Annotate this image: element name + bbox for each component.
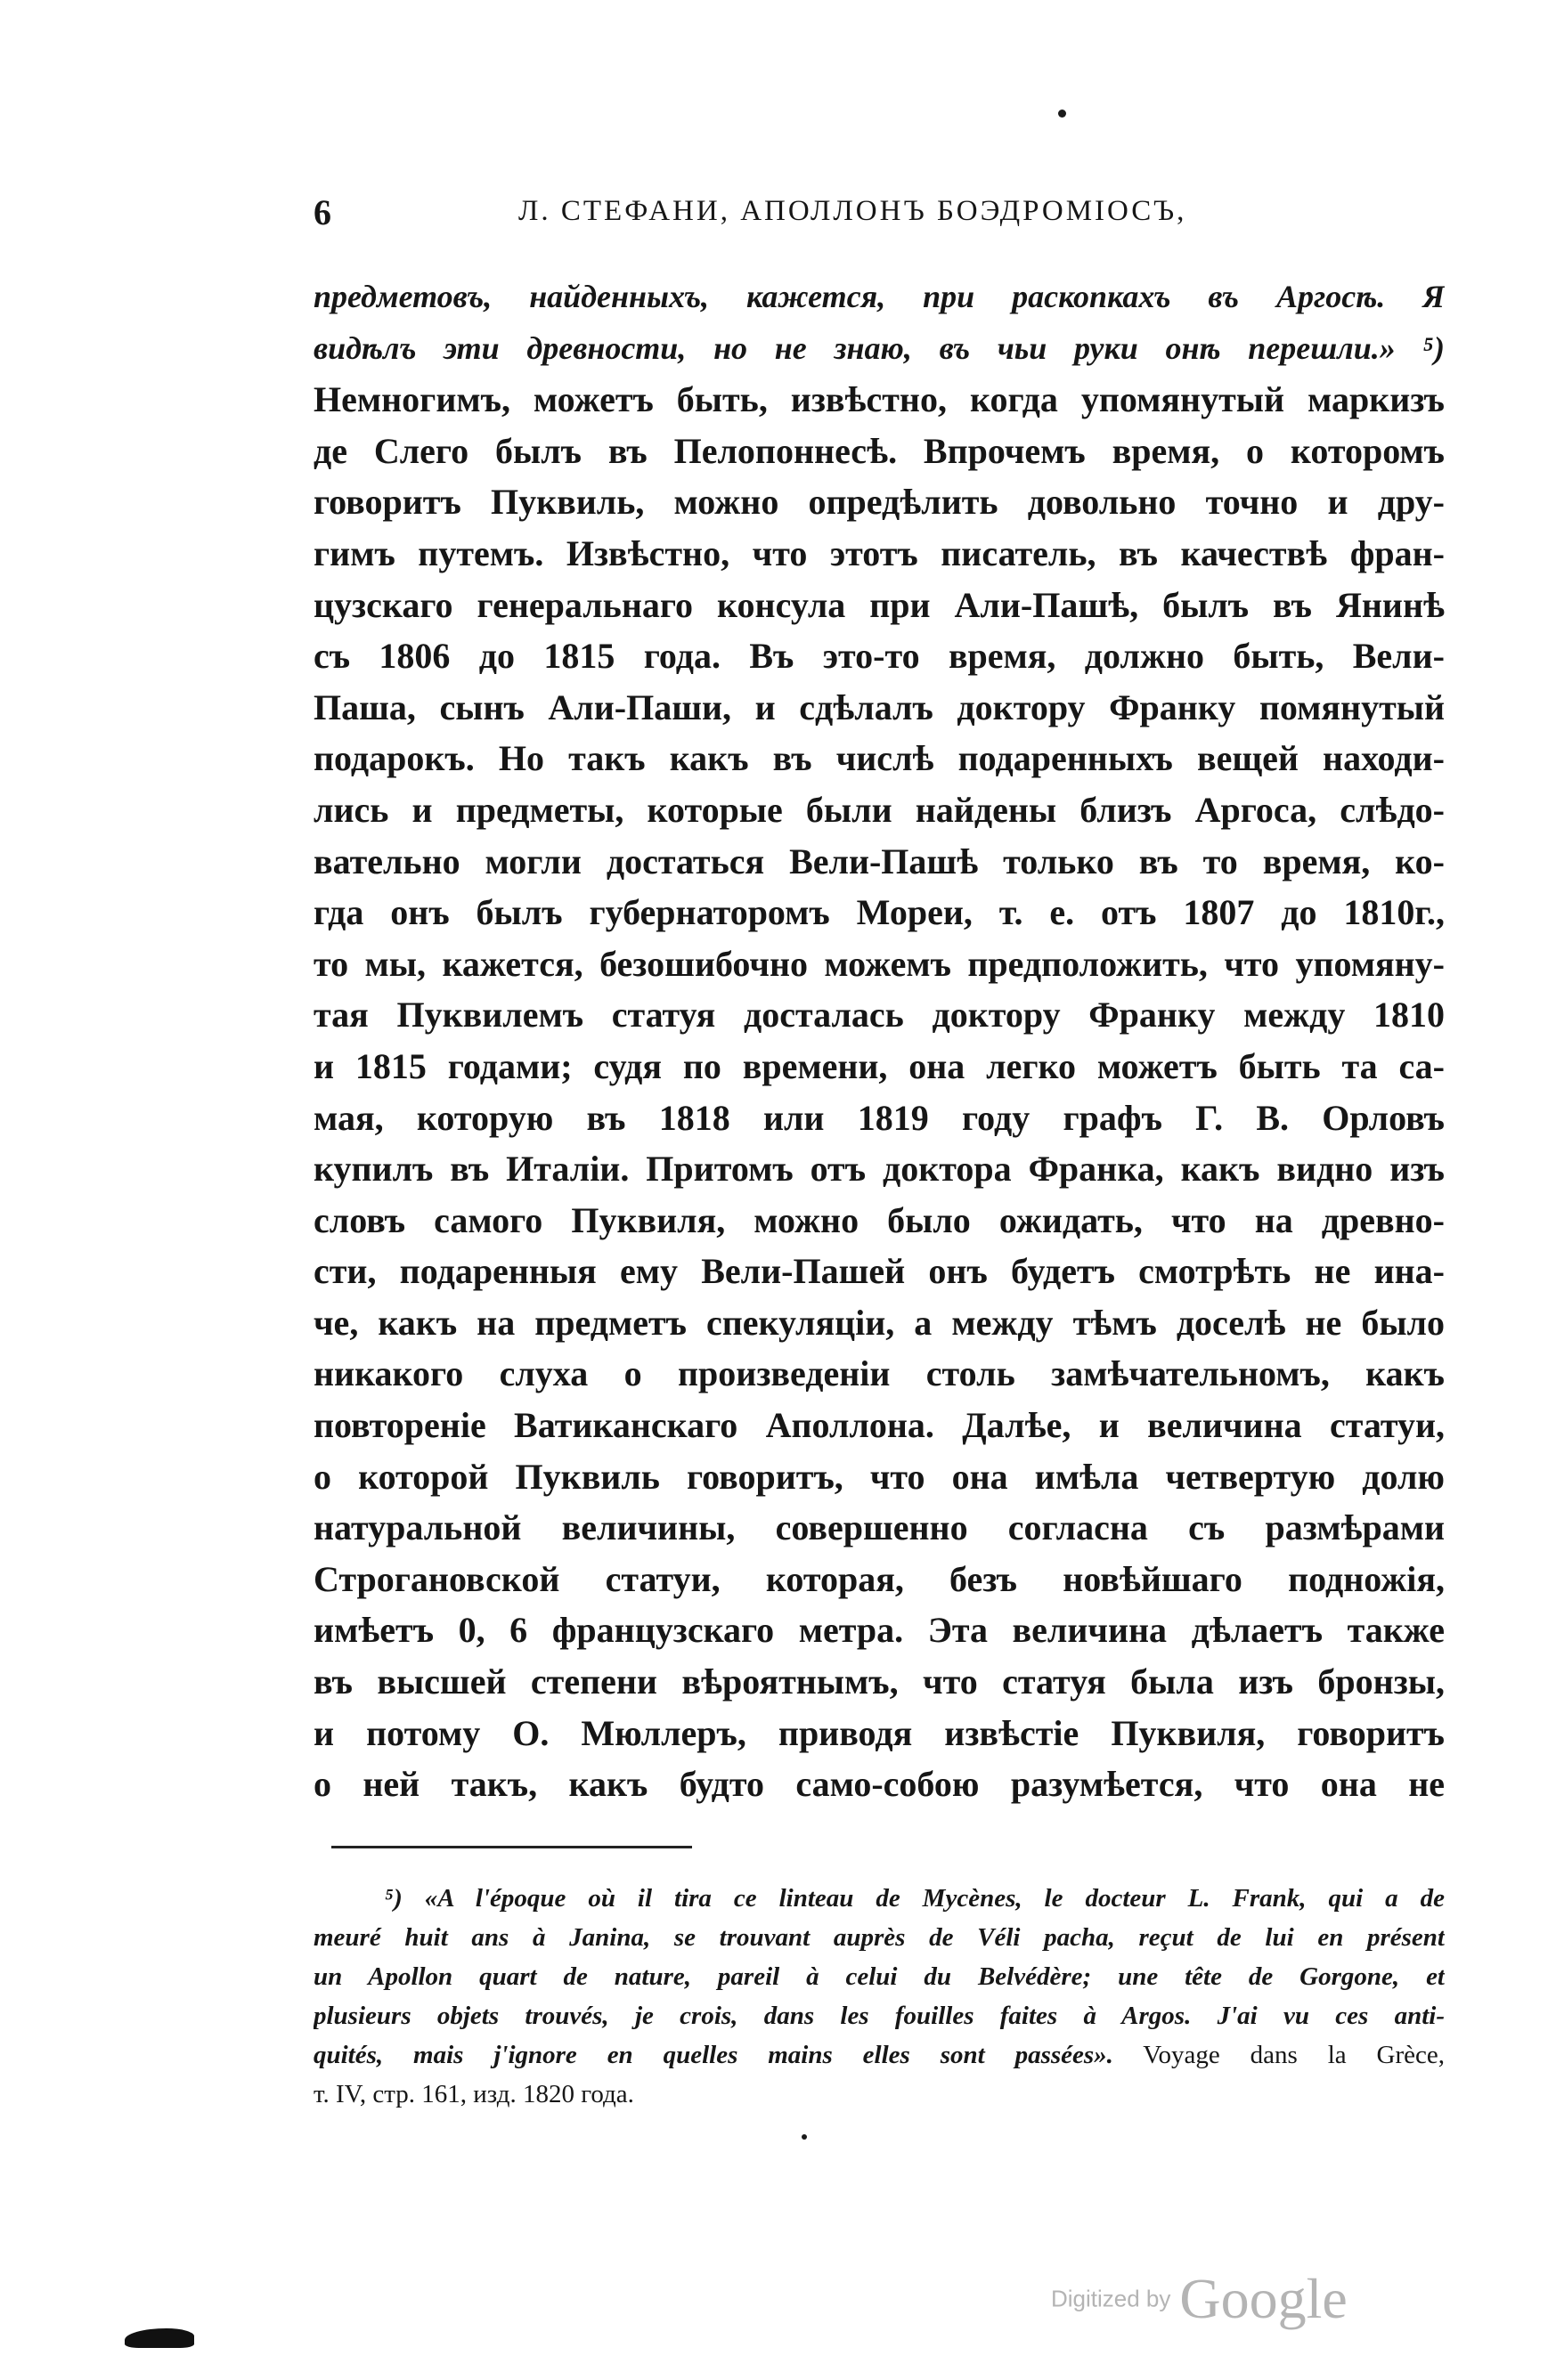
text-line: видѣлъ эти древности, но не знаю, въ чьи руки онѣ перешли.» ⁵)	[314, 329, 1445, 366]
text-line: въ высшей степени вѣроятнымъ, что статуя была изъ бронзы,	[314, 1661, 1445, 1702]
text-line: то мы, кажется, безошибочно можемъ предположить, что упомяну-	[314, 943, 1445, 984]
text-line: сти, подаренныя ему Вели-Пашей онъ будетъ смотрѣть не ина-	[314, 1251, 1445, 1292]
text-line: гимъ путемъ. Извѣстно, что этотъ писатель, въ качествѣ фран-	[314, 532, 1445, 573]
text-line: купилъ въ Италiи. Притомъ отъ доктора Франка, какъ видно изъ	[314, 1149, 1445, 1190]
footnote-line: ⁵) «A l'époque où il tira ce linteau de Mycènes, le docteur L. Frank, qui a de	[385, 1884, 1445, 1913]
text-line: де Слего былъ въ Пелопоннесѣ. Впрочемъ время, о которомъ	[314, 430, 1445, 471]
text-line: натуральной величины, совершенно согласна съ размѣрами	[314, 1507, 1445, 1548]
text-line: Строгановской статуи, которая, безъ новѣйшаго подножiя,	[314, 1558, 1445, 1599]
page-number: 6	[314, 192, 331, 232]
text-line: Паша, сынъ Али-Паши, и сдѣлалъ доктору Франку помянутый	[314, 686, 1445, 727]
body-text	[314, 272, 1445, 1810]
ink-dot	[802, 2134, 807, 2140]
text-line: лись и предметы, которые были найдены близъ Аргоса, слѣдо-	[314, 789, 1445, 830]
text-line: повторенiе Ватиканскаго Аполлона. Далѣе, и величина статуи,	[314, 1405, 1445, 1446]
google-logo: Google	[1179, 2267, 1348, 2330]
text-line: имѣетъ 0, 6 французскаго метра. Эта величина дѣлаетъ также	[314, 1610, 1445, 1651]
text-line: тая Пуквилемъ статуя досталась доктору Франку между 1810	[314, 995, 1445, 1036]
digitized-watermark	[1051, 2266, 1348, 2337]
text-line: о которой Пуквиль говоритъ, что она имѣла четвертую долю	[314, 1456, 1445, 1497]
text-line: цузскаго генеральнаго консула при Али-Пашѣ, былъ въ Янинѣ	[314, 584, 1445, 625]
footnote-line-italic: quités, mais j'ignore en quelles mains elles sont passées».	[314, 2041, 1113, 2069]
text-line: никакого слуха о произведенiи столь замѣчательномъ, какъ	[314, 1353, 1445, 1394]
text-line: подарокъ. Но такъ какъ въ числѣ подаренныхъ вещей находи-	[314, 738, 1445, 779]
text-line: че, какъ на предметъ спекуляцiи, а между тѣмъ доселѣ не было	[314, 1302, 1445, 1343]
text-line: гда онъ былъ губернаторомъ Мореи, т. е. отъ 1807 до 1810г.,	[314, 892, 1445, 933]
text-line: съ 1806 до 1815 года. Въ это-то время, должно быть, Вели-	[314, 636, 1445, 677]
text-line: словъ самого Пуквиля, можно было ожидать, что на древно-	[314, 1199, 1445, 1240]
watermark-prefix: Digitized by	[1051, 2285, 1171, 2312]
footnote-line: т. IV, стр. 161, изд. 1820 года.	[314, 2080, 634, 2108]
text-line: вательно могли достаться Вели-Пашѣ только въ то время, ко-	[314, 841, 1445, 881]
text-line: и потому О. Мюллеръ, приводя извѣстiе Пуквиля, говоритъ	[314, 1712, 1445, 1753]
footnote-rule	[331, 1846, 692, 1848]
footnote	[314, 1879, 1445, 2114]
footnote-line: un Apollon quart de nature, pareil à celui du Belvédère; une tête de Gorgone, et	[314, 1962, 1445, 1991]
text-line: и 1815 годами; судя по времени, она легко можетъ быть та са-	[314, 1045, 1445, 1086]
running-head: Л. СТЕФАНИ, АПОЛЛОНЪ БОЭДРОМIОСЪ,	[518, 195, 1187, 227]
footnote-line: meuré huit ans à Janina, se trouvant auprès de Véli pacha, reçut de lui en présent	[314, 1923, 1445, 1952]
text-line: мая, которую въ 1818 или 1819 году графъ Г. В. Орловъ	[314, 1097, 1445, 1138]
page-header	[314, 191, 1222, 245]
footnote-line	[314, 2035, 1445, 2075]
footnote-line-plain: Voyage dans la Grèce,	[1112, 2041, 1445, 2069]
text-line: Немногимъ, можетъ быть, извѣстно, когда упомянутый маркизъ	[314, 379, 1445, 420]
text-line: предметовъ, найденныхъ, кажется, при раскопкахъ въ Аргосѣ. Я	[314, 279, 1445, 314]
footnote-line: plusieurs objets trouvés, je crois, dans les fouilles faites à Argos. J'ai vu ces anti-	[314, 2002, 1445, 2030]
text-line: о ней такъ, какъ будто само-собою разумѣется, что она не	[314, 1764, 1445, 1805]
scan-edge-mark	[125, 2328, 194, 2348]
ink-dot	[1058, 110, 1066, 118]
text-line: говоритъ Пуквиль, можно опредѣлить довольно точно и дру-	[314, 482, 1445, 523]
